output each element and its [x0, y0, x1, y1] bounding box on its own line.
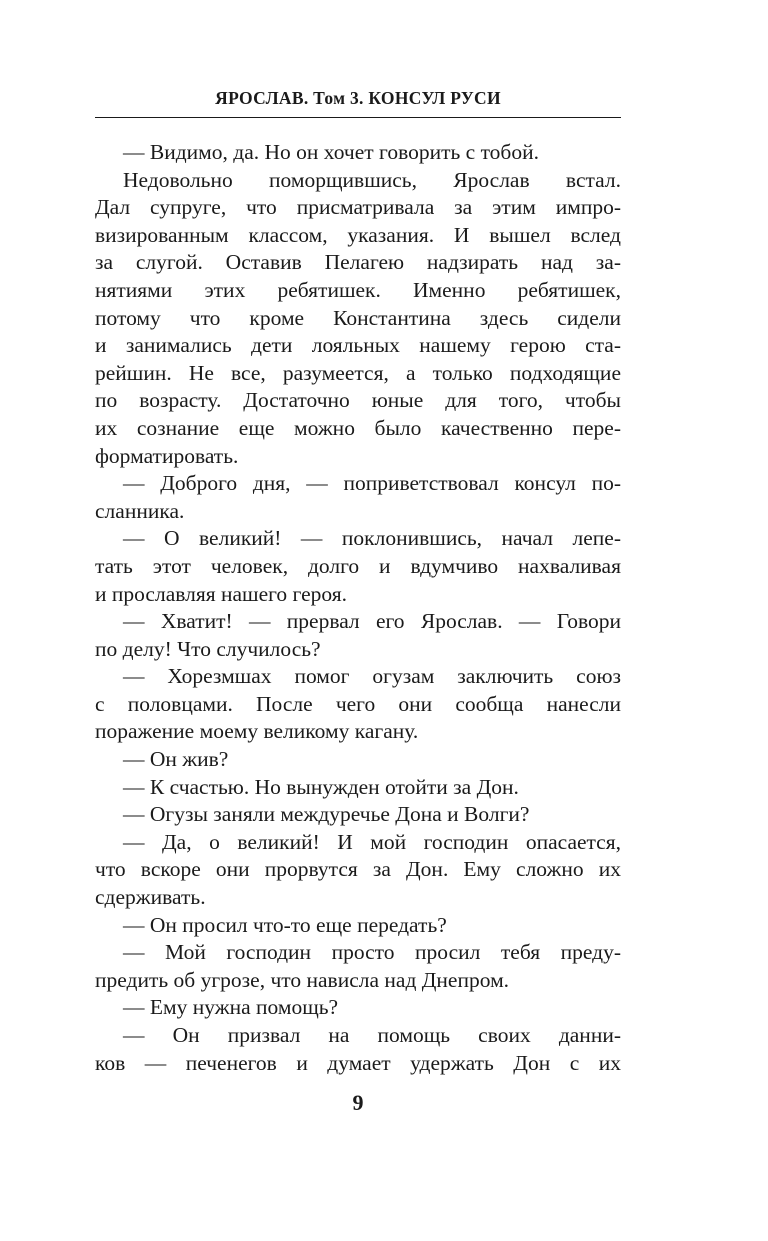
text-line: ков — печенегов и думает удержать Дон с их — [95, 1050, 621, 1075]
text-line: и занимались дети лояльных нашему герою ста- — [95, 333, 621, 358]
text-line: визированным классом, указания. И вышел вслед — [95, 222, 621, 247]
text-line: — Ему нужна помощь? — [123, 995, 339, 1020]
text-line: поражение моему великому кагану. — [95, 719, 419, 744]
text-line: их сознание еще можно было качественно пере- — [95, 415, 621, 440]
body-text — [95, 139, 621, 1077]
text-line: по делу! Что случилось? — [95, 636, 321, 661]
text-line: — Хорезмшах помог огузам заключить союз — [123, 664, 621, 689]
text-line: — Он жив? — [123, 747, 229, 772]
text-line: с половцами. После чего они сообща нанесли — [95, 691, 621, 716]
text-line: что вскоре они прорвутся за Дон. Ему сложно их — [95, 857, 621, 882]
text-line: — О великий! — поклонившись, начал лепе- — [123, 526, 621, 551]
text-line: по возрасту. Достаточно юные для того, чтобы — [95, 388, 621, 413]
header-rule — [95, 117, 621, 118]
text-line: и прославляя нашего героя. — [95, 581, 347, 606]
text-line: форматировать. — [95, 443, 239, 468]
running-head: ЯРОСЛАВ. Том 3. КОНСУЛ РУСИ — [215, 88, 501, 108]
text-line: Недовольно поморщившись, Ярослав встал. — [123, 167, 621, 192]
text-line: рейшин. Не все, разумеется, а только подходящие — [95, 360, 621, 385]
text-line: — Он призвал на помощь своих данни- — [123, 1023, 621, 1047]
text-line: тать этот человек, долго и вдумчиво нахваливая — [95, 553, 621, 578]
text-line: предить об угрозе, что нависла над Днепром. — [95, 967, 510, 992]
page-number: 9 — [352, 1090, 364, 1115]
text-line: — Он просил что-то еще передать? — [123, 912, 447, 937]
text-line: — К счастью. Но вынужден отойти за Дон. — [123, 774, 519, 799]
text-line: за слугой. Оставив Пелагею надзирать над за- — [95, 250, 621, 275]
text-line: — Видимо, да. Но он хочет говорить с тобой. — [123, 140, 540, 164]
text-line: — Доброго дня, — поприветствовал консул по- — [123, 471, 621, 496]
text-line: сланника. — [95, 498, 185, 523]
text-line: сдерживать. — [95, 885, 206, 910]
text-line: Дал супруге, что присматривала за этим импро- — [95, 195, 621, 220]
text-line: — Огузы заняли междуречье Дона и Волги? — [123, 802, 530, 827]
text-line: — Мой господин просто просил тебя преду- — [123, 940, 621, 965]
text-line: нятиями этих ребятишек. Именно ребятишек, — [95, 277, 621, 302]
text-line: — Да, о великий! И мой господин опасается, — [123, 829, 621, 854]
text-line: потому что кроме Константина здесь сидели — [95, 305, 621, 330]
text-line: — Хватит! — прервал его Ярослав. — Говори — [123, 609, 621, 634]
